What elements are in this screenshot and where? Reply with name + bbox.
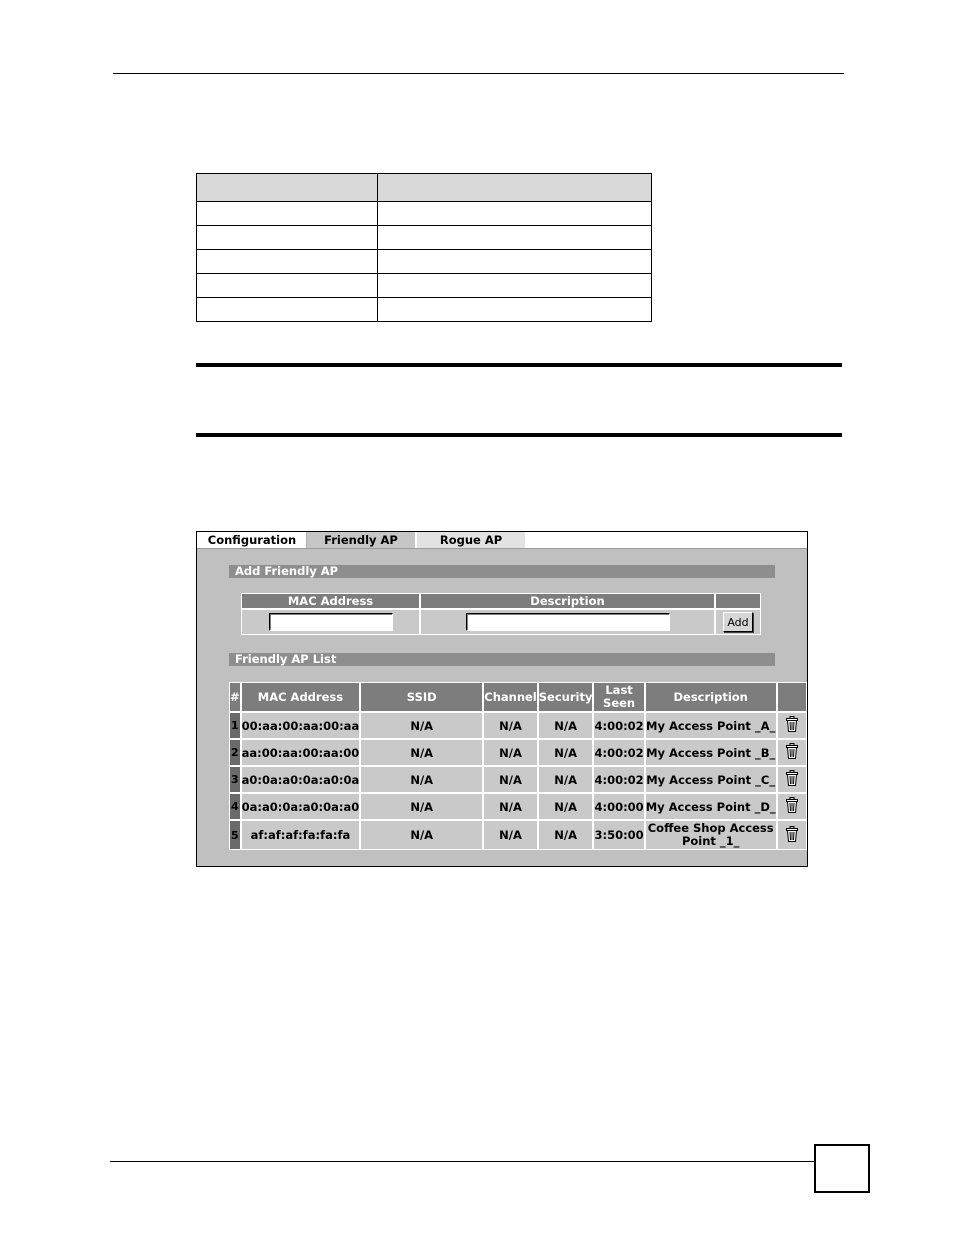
row-number: 2 [229, 739, 241, 766]
row-description: My Access Point _D_ [645, 793, 777, 820]
add-button[interactable]: Add [723, 612, 752, 632]
row-number: 4 [229, 793, 241, 820]
tab-rogue-ap[interactable]: Rogue AP [417, 532, 525, 548]
row-security: N/A [538, 766, 594, 793]
num-header: # [229, 682, 241, 712]
action-header [715, 593, 761, 609]
field-table-row [197, 250, 652, 274]
security-header: Security [538, 682, 594, 712]
row-last-seen: 4:00:02 [593, 712, 644, 739]
last-seen-header [593, 682, 644, 712]
row-channel: N/A [483, 820, 538, 850]
table-row [229, 766, 807, 793]
row-channel: N/A [483, 793, 538, 820]
header-rule [113, 73, 844, 74]
row-last-seen: 4:00:02 [593, 766, 644, 793]
field-table [196, 173, 652, 322]
field-table-header [197, 174, 652, 202]
table-row [229, 820, 807, 850]
row-channel: N/A [483, 766, 538, 793]
row-channel: N/A [483, 712, 538, 739]
row-last-seen: 4:00:00 [593, 793, 644, 820]
row-security: N/A [538, 712, 594, 739]
row-mac: aa:00:aa:00:aa:00 [241, 739, 361, 766]
add-friendly-ap-title: Add Friendly AP [229, 565, 775, 578]
delete-header [777, 682, 807, 712]
row-mac: af:af:af:fa:fa:fa [241, 820, 361, 850]
row-description: Coffee Shop Access Point _1_ [645, 820, 777, 850]
row-last-seen: 4:00:02 [593, 739, 644, 766]
trash-icon[interactable] [786, 716, 798, 735]
field-table-row [197, 202, 652, 226]
table-row [229, 793, 807, 820]
trash-icon[interactable] [786, 826, 798, 845]
page-number-box [814, 1144, 870, 1193]
field-table-row [197, 274, 652, 298]
last-seen-header-line1: Last [605, 683, 633, 697]
add-friendly-ap-table [241, 593, 761, 635]
row-mac: a0:0a:a0:0a:a0:0a [241, 766, 361, 793]
row-ssid: N/A [360, 820, 483, 850]
field-table-row [197, 226, 652, 250]
friendly-ap-list-title: Friendly AP List [229, 653, 775, 666]
mac-address-header: MAC Address [241, 593, 420, 609]
note-rule-bottom [196, 433, 842, 437]
tab-friendly-ap[interactable]: Friendly AP [307, 532, 415, 548]
mac-address-input[interactable] [269, 613, 393, 631]
row-ssid: N/A [360, 766, 483, 793]
note-rule-top [196, 363, 842, 367]
ssid-header: SSID [360, 682, 483, 712]
row-description: My Access Point _C_ [645, 766, 777, 793]
row-mac: 0a:a0:0a:a0:0a:a0 [241, 793, 361, 820]
row-number: 5 [229, 820, 241, 850]
table-row [229, 739, 807, 766]
tab-configuration[interactable]: Configuration [198, 532, 307, 548]
footer-rule [110, 1161, 816, 1162]
description-header: Description [645, 682, 777, 712]
last-seen-header-line2: Seen [603, 696, 636, 710]
friendly-ap-list-table [229, 682, 807, 850]
trash-icon[interactable] [786, 770, 798, 789]
row-security: N/A [538, 793, 594, 820]
row-ssid: N/A [360, 739, 483, 766]
row-description: My Access Point _A_ [645, 712, 777, 739]
trash-icon[interactable] [786, 743, 798, 762]
row-security: N/A [538, 820, 594, 850]
tab-bar [197, 532, 807, 549]
row-number: 1 [229, 712, 241, 739]
trash-icon[interactable] [786, 797, 798, 816]
field-table-row [197, 298, 652, 322]
row-channel: N/A [483, 739, 538, 766]
row-last-seen: 3:50:00 [593, 820, 644, 850]
description-header: Description [420, 593, 715, 609]
row-security: N/A [538, 739, 594, 766]
row-number: 3 [229, 766, 241, 793]
description-input[interactable] [466, 613, 670, 631]
friendly-ap-screen [196, 531, 808, 867]
row-mac: 00:aa:00:aa:00:aa [241, 712, 361, 739]
mac-address-header: MAC Address [241, 682, 361, 712]
table-row [229, 712, 807, 739]
row-ssid: N/A [360, 793, 483, 820]
channel-header: Channel [483, 682, 538, 712]
row-description: My Access Point _B_ [645, 739, 777, 766]
row-ssid: N/A [360, 712, 483, 739]
